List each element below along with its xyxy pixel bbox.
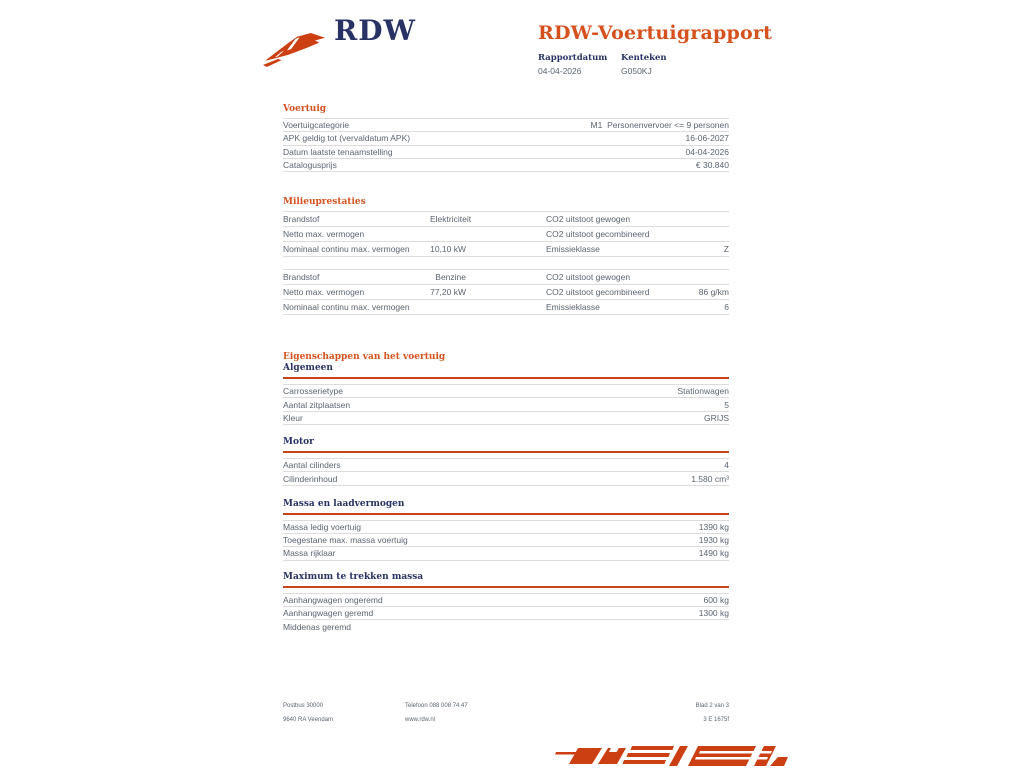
license-plate-label: Kenteken — [621, 53, 667, 63]
report-meta — [538, 53, 738, 76]
field-label: Nominaal continu max. vermogen — [283, 302, 410, 313]
table-row — [283, 385, 729, 398]
table-row — [283, 227, 729, 242]
table-row — [283, 620, 729, 633]
field-value: 6 — [724, 302, 729, 313]
field-label: Toegestane max. massa voertuig — [283, 535, 408, 546]
table-row — [283, 521, 729, 534]
table-row — [283, 534, 729, 547]
table-row — [283, 412, 729, 425]
table-row — [283, 607, 729, 620]
report-date-value: 04-04-2026 — [538, 66, 582, 76]
report-date-column — [538, 53, 621, 76]
footer-page-indicator: Blad 2 van 3 — [695, 703, 729, 709]
report-date-label: Rapportdatum — [538, 53, 608, 63]
footer-address-line2: 9640 RA Veendam — [283, 717, 334, 723]
table-row — [283, 132, 729, 145]
table-row — [283, 459, 729, 472]
license-plate-column — [621, 53, 704, 76]
motor-table — [283, 458, 729, 486]
table-row — [283, 547, 729, 560]
footer-address — [283, 699, 333, 727]
subsection-title-massa: Massa en laadvermogen — [283, 500, 729, 515]
field-label: CO2 uitstoot gewogen — [546, 214, 631, 225]
field-value: 86 g/km — [698, 287, 729, 298]
algemeen-table — [283, 384, 729, 425]
field-value: GRIJS — [703, 412, 729, 423]
document-title: RDW-Voertuigrapport — [538, 22, 773, 44]
rdw-wordmark: RDW — [334, 14, 416, 47]
field-label: Kleur — [283, 412, 303, 423]
subsection-title-motor: Motor — [283, 438, 729, 453]
milieu-table-elektriciteit — [283, 211, 729, 257]
rdw-wing-icon — [262, 28, 332, 72]
table-row — [283, 472, 729, 485]
section-title-voertuig: Voertuig — [283, 104, 327, 114]
field-label: CO2 uitstoot gewogen — [546, 272, 631, 283]
field-value: Elektriciteit — [430, 214, 472, 225]
field-label: CO2 uitstoot gecombineerd — [546, 229, 650, 240]
table-row — [283, 242, 729, 257]
field-label: Datum laatste tenaamstelling — [283, 146, 393, 157]
massa-table — [283, 520, 729, 561]
subsection-title-trekken: Maximum te trekken massa — [283, 573, 729, 588]
field-value: 1300 kg — [698, 608, 729, 618]
field-label: Aantal zitplaatsen — [283, 399, 351, 410]
field-label: Emissieklasse — [546, 244, 600, 255]
license-plate-value: G050KJ — [621, 66, 652, 76]
section-title-eigenschappen: Eigenschappen van het voertuig — [283, 352, 446, 363]
field-value: Benzine — [435, 272, 466, 283]
field-label: Aanhangwagen ongeremd — [283, 594, 383, 605]
field-label: Nominaal continu max. vermogen — [283, 244, 410, 255]
field-label: Carrosserietype — [283, 386, 343, 397]
table-row — [283, 270, 729, 285]
footer-address-line1: Postbus 30000 — [283, 703, 324, 709]
report-content — [283, 104, 729, 633]
field-label: Aantal cilinders — [283, 460, 341, 471]
field-value: 10,10 kW — [430, 244, 466, 255]
table-row — [283, 300, 729, 315]
field-label: Catalogusprijs — [283, 160, 337, 171]
field-value: 16-06-2027 — [685, 133, 729, 144]
footer-phone: Telefoon 088 008 74 47 — [405, 703, 468, 709]
table-row — [283, 285, 729, 300]
table-row — [283, 146, 729, 159]
field-value: 5 — [724, 399, 729, 410]
field-value: 77,20 kW — [430, 287, 466, 298]
field-label: Cilinderinhoud — [283, 473, 338, 484]
field-label: Massa rijklaar — [283, 548, 336, 559]
footer-page-info — [696, 699, 729, 727]
field-label: Netto max. vermogen — [283, 229, 365, 240]
field-label: APK geldig tot (vervaldatum APK) — [283, 133, 411, 144]
field-value: € 30.840 — [695, 160, 729, 171]
table-row — [283, 212, 729, 227]
footer-form-code: 3 E 1675f — [703, 717, 729, 723]
field-value: 1.580 cm³ — [691, 473, 729, 484]
field-value: Stationwagen — [677, 386, 729, 397]
field-label: Netto max. vermogen — [283, 287, 365, 298]
field-label: Voertuigcategorie — [283, 120, 350, 131]
field-label: Aanhangwagen geremd — [283, 608, 374, 618]
field-label: Emissieklasse — [546, 302, 600, 313]
field-value: 1490 kg — [698, 548, 729, 559]
title-block — [538, 22, 773, 76]
field-value: 1930 kg — [698, 535, 729, 546]
field-value: Z — [723, 244, 729, 255]
field-label: Middenas geremd — [283, 621, 352, 632]
field-value: 4 — [724, 460, 729, 471]
field-value: 04-04-2026 — [685, 146, 729, 157]
rdw-wing-stripes-icon — [548, 744, 788, 768]
field-value: M1 Personenvervoer <= 9 personen — [590, 120, 729, 131]
trekken-table — [283, 593, 729, 634]
subsection-title-algemeen: Algemeen — [283, 364, 729, 379]
footer-contact — [405, 699, 468, 727]
voertuig-table — [283, 118, 729, 172]
field-value: 600 kg — [703, 594, 729, 605]
table-row — [283, 398, 729, 411]
table-row — [283, 119, 729, 132]
field-label: CO2 uitstoot gecombineerd — [546, 287, 650, 298]
footer-website: www.rdw.nl — [405, 717, 436, 723]
table-row — [283, 159, 729, 172]
table-row — [283, 594, 729, 607]
section-title-milieuprestaties: Milieuprestaties — [283, 197, 366, 208]
field-value: 1390 kg — [698, 521, 729, 532]
milieu-table-benzine — [283, 269, 729, 315]
field-label: Brandstof — [283, 272, 320, 283]
field-label: Massa ledig voertuig — [283, 521, 361, 532]
field-label: Brandstof — [283, 214, 320, 225]
